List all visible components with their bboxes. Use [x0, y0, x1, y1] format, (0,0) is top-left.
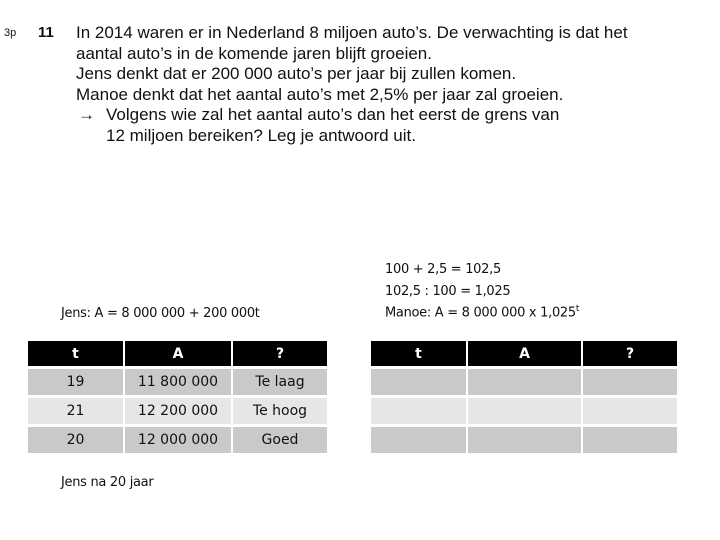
- header-a: A: [125, 341, 231, 366]
- header-check: ?: [233, 341, 327, 366]
- question-line: In 2014 waren er in Nederland 8 miljoen auto’s. De verwachting is dat het: [76, 23, 628, 42]
- arrow-icon: →: [78, 105, 95, 124]
- question-line: Manoe denkt dat het aantal auto’s met 2,5% per jaar zal groeien.: [76, 84, 564, 104]
- table-row: [371, 369, 677, 395]
- table-row: 21 12 200 000 Te hoog: [28, 398, 327, 424]
- question-text: [76, 23, 628, 146]
- table-header: [371, 341, 677, 366]
- question-line: aantal auto’s in de komende jaren blijft groeien.: [76, 43, 432, 63]
- manoe-calc-2: 102,5 : 100 = 1,025: [385, 284, 511, 299]
- header-a: A: [468, 341, 581, 366]
- table-header: [28, 341, 327, 366]
- manoe-formula: Manoe: A = 8 000 000 x 1,025$^t$: [385, 304, 580, 321]
- header-t: t: [28, 341, 123, 366]
- manoe-table: [369, 338, 679, 456]
- header-t: t: [371, 341, 466, 366]
- question-number: 11: [38, 24, 54, 41]
- question-line: Jens denkt dat er 200 000 auto’s per jaar bij zullen komen.: [76, 64, 517, 83]
- table-row: [371, 398, 677, 424]
- table-row: [371, 427, 677, 453]
- points-label: 3p: [4, 27, 17, 39]
- manoe-calc-1: 100 + 2,5 = 102,5: [385, 262, 501, 277]
- jens-formula: Jens: A = 8 000 000 + 200 000t: [61, 306, 260, 321]
- jens-conclusion: Jens na 20 jaar: [61, 475, 154, 490]
- task-line: 12 miljoen bereiken? Leg je antwoord uit.: [106, 125, 416, 145]
- header-check: ?: [583, 341, 677, 366]
- table-row: 20 12 000 000 Goed: [28, 427, 327, 453]
- jens-table: [26, 338, 329, 456]
- exponent: t: [575, 304, 580, 314]
- table-row: 19 11 800 000 Te laag: [28, 369, 327, 395]
- task-line: → Volgens wie zal het aantal auto’s dan het eerst de grens van: [78, 105, 560, 124]
